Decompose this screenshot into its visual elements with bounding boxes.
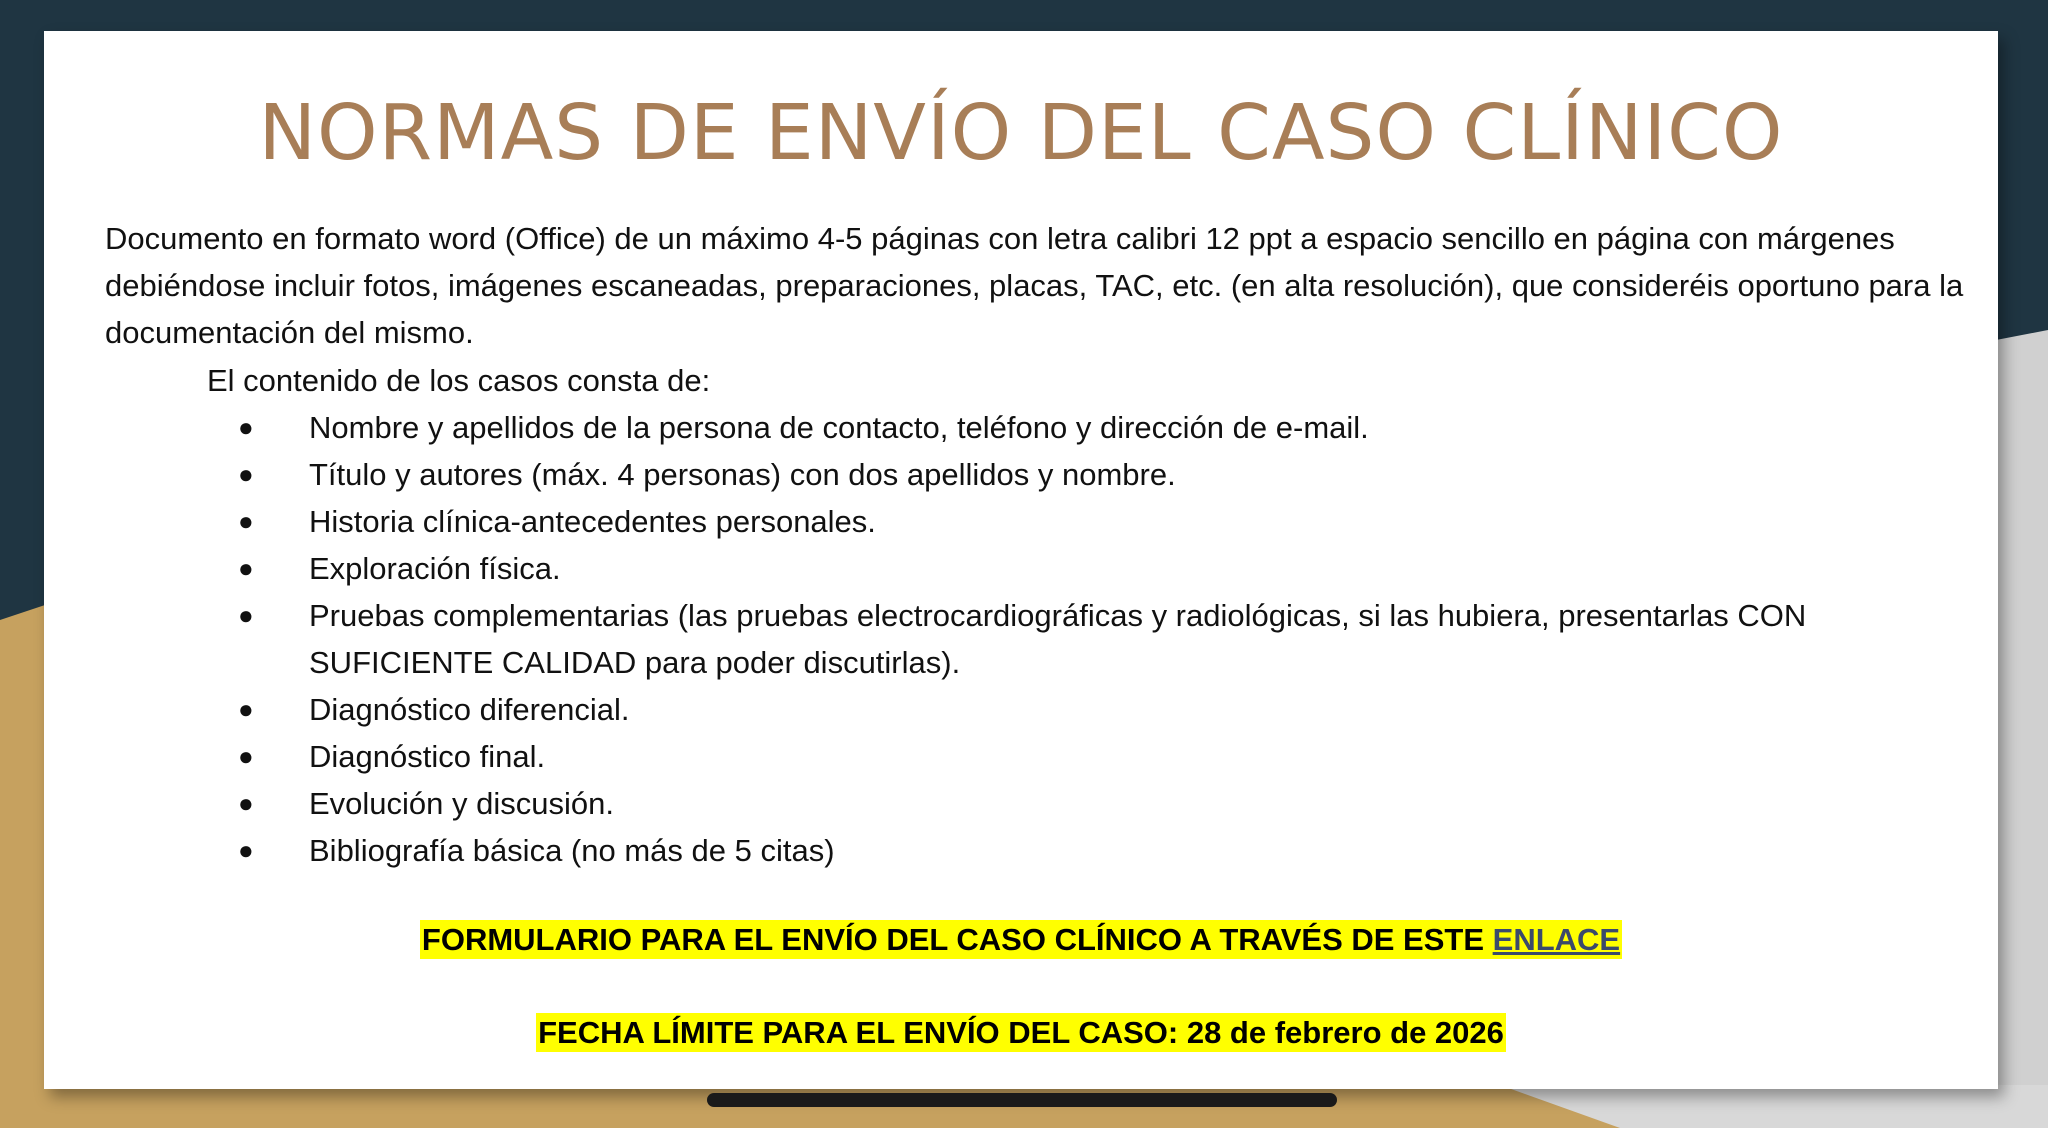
home-indicator-bar[interactable] — [707, 1093, 1337, 1107]
bullet-icon: ● — [238, 412, 254, 442]
list-item — [44, 545, 1944, 592]
intro-paragraph: Documento en formato word (Office) de un máximo 4-5 páginas con letra calibri 12 ppt a espacio sencillo en página con márgenes debiéndose incluir fotos, imágenes escaneadas, preparaciones, placas, TAC, etc. (en alta resolución), que consideréis oportuno para la documentación del mismo. — [105, 221, 1964, 350]
bullet-icon: ● — [238, 788, 254, 818]
list-item — [44, 498, 1944, 545]
deadline-text: FECHA LÍMITE PARA EL ENVÍO DEL CASO: 28 de febrero de 2026 — [538, 1015, 1504, 1050]
slide-title: NORMAS DE ENVÍO DEL CASO CLÍNICO — [258, 89, 1784, 178]
form-notice-text: FORMULARIO PARA EL ENVÍO DEL CASO CLÍNICO A TRAVÉS DE ESTE — [421, 922, 1493, 957]
list-item-text: Evolución y discusión. — [309, 786, 614, 821]
contents-label: El contenido de los casos consta de: — [207, 363, 711, 398]
list-item-text: Título y autores (máx. 4 personas) con dos apellidos y nombre. — [309, 457, 1176, 492]
list-item — [44, 686, 1944, 733]
bullet-icon: ● — [238, 694, 254, 724]
list-item — [44, 451, 1944, 498]
list-item — [44, 780, 1944, 827]
form-link[interactable]: ENLACE — [1492, 922, 1621, 957]
list-item-text: Bibliografía básica (no más de 5 citas) — [309, 833, 835, 868]
list-item-text: Diagnóstico diferencial. — [309, 692, 630, 727]
bullet-icon: ● — [238, 600, 254, 630]
list-item-text: Nombre y apellidos de la persona de contacto, teléfono y dirección de e-mail. — [309, 410, 1369, 445]
list-item — [44, 404, 1944, 451]
contents-list — [44, 404, 1944, 874]
list-item-text: Exploración física. — [309, 551, 561, 586]
list-item — [44, 733, 1944, 780]
list-item — [44, 827, 1944, 874]
list-item-text: Pruebas complementarias (las pruebas electrocardiográficas y radiológicas, si las hubiera, presentarlas CON SUFICIENTE CALIDAD para poder discutirlas). — [309, 598, 1807, 680]
bullet-icon: ● — [238, 459, 254, 489]
form-notice — [44, 922, 1998, 958]
bullet-icon: ● — [238, 553, 254, 583]
deadline-notice — [44, 1015, 1998, 1051]
list-item — [44, 592, 1944, 686]
list-item-text: Historia clínica-antecedentes personales. — [309, 504, 876, 539]
form-notice-highlight — [420, 920, 1622, 959]
bullet-icon: ● — [238, 506, 254, 536]
bullet-icon: ● — [238, 741, 254, 771]
slide — [44, 31, 1998, 1089]
bullet-icon: ● — [238, 835, 254, 865]
list-item-text: Diagnóstico final. — [309, 739, 546, 774]
